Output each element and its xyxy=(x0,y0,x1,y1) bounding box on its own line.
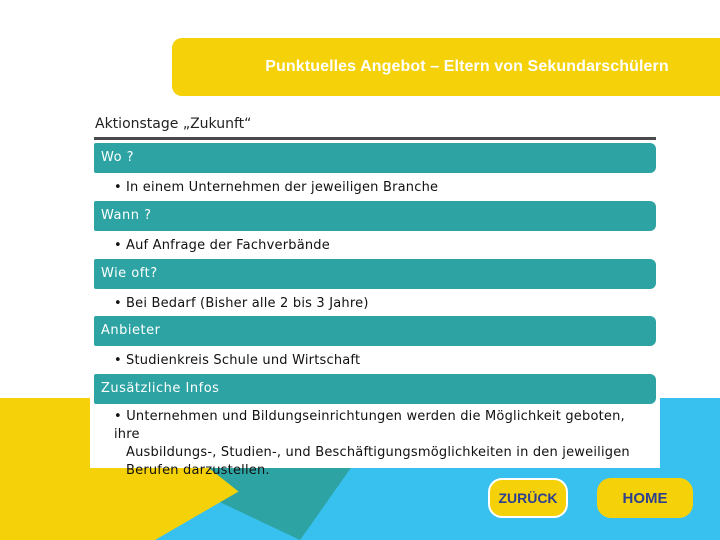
section-title: Aktionstage „Zukunft“ xyxy=(95,116,252,132)
back-button[interactable] xyxy=(488,478,568,518)
bullet-icon: • xyxy=(114,180,122,195)
home-button-label: HOME xyxy=(622,489,668,507)
bullet-text: Auf Anfrage der Fachverbände xyxy=(126,238,330,253)
bullet-text: Bei Bedarf (Bisher alle 2 bis 3 Jahre) xyxy=(126,296,369,311)
row-label-provider: Anbieter xyxy=(94,316,656,346)
title-divider xyxy=(94,137,656,140)
row-bullet-where xyxy=(114,180,438,195)
row-bullet-when xyxy=(114,238,330,253)
page-title: Punktuelles Angebot – Eltern von Sekundarschülern xyxy=(265,58,669,75)
bullet-text-line-3: Berufen darzustellen. xyxy=(126,463,270,478)
row-bullet-provider xyxy=(114,353,360,368)
row-label-how-often: Wie oft? xyxy=(94,259,656,289)
row-label-additional-info: Zusätzliche Infos xyxy=(94,374,656,404)
row-bullet-additional-info xyxy=(114,408,654,480)
bullet-icon: • xyxy=(114,296,122,311)
bullet-icon: • xyxy=(114,409,122,424)
row-bullet-how-often xyxy=(114,296,369,311)
bullet-icon: • xyxy=(114,353,122,368)
row-label-when: Wann ? xyxy=(94,201,656,231)
bullet-icon: • xyxy=(114,238,122,253)
bullet-text-line-1: Unternehmen und Bildungseinrichtungen werden die Möglichkeit geboten, ihre xyxy=(114,409,625,442)
bullet-text: Studienkreis Schule und Wirtschaft xyxy=(126,353,361,368)
home-button[interactable] xyxy=(597,478,693,518)
header-bar xyxy=(172,38,720,96)
bullet-text-line-2: Ausbildungs-, Studien-, und Beschäftigungsmöglichkeiten in den jeweiligen xyxy=(126,445,630,460)
row-label-where: Wo ? xyxy=(94,143,656,173)
bullet-text: In einem Unternehmen der jeweiligen Branche xyxy=(126,180,439,195)
back-button-label: ZURÜCK xyxy=(498,490,558,506)
